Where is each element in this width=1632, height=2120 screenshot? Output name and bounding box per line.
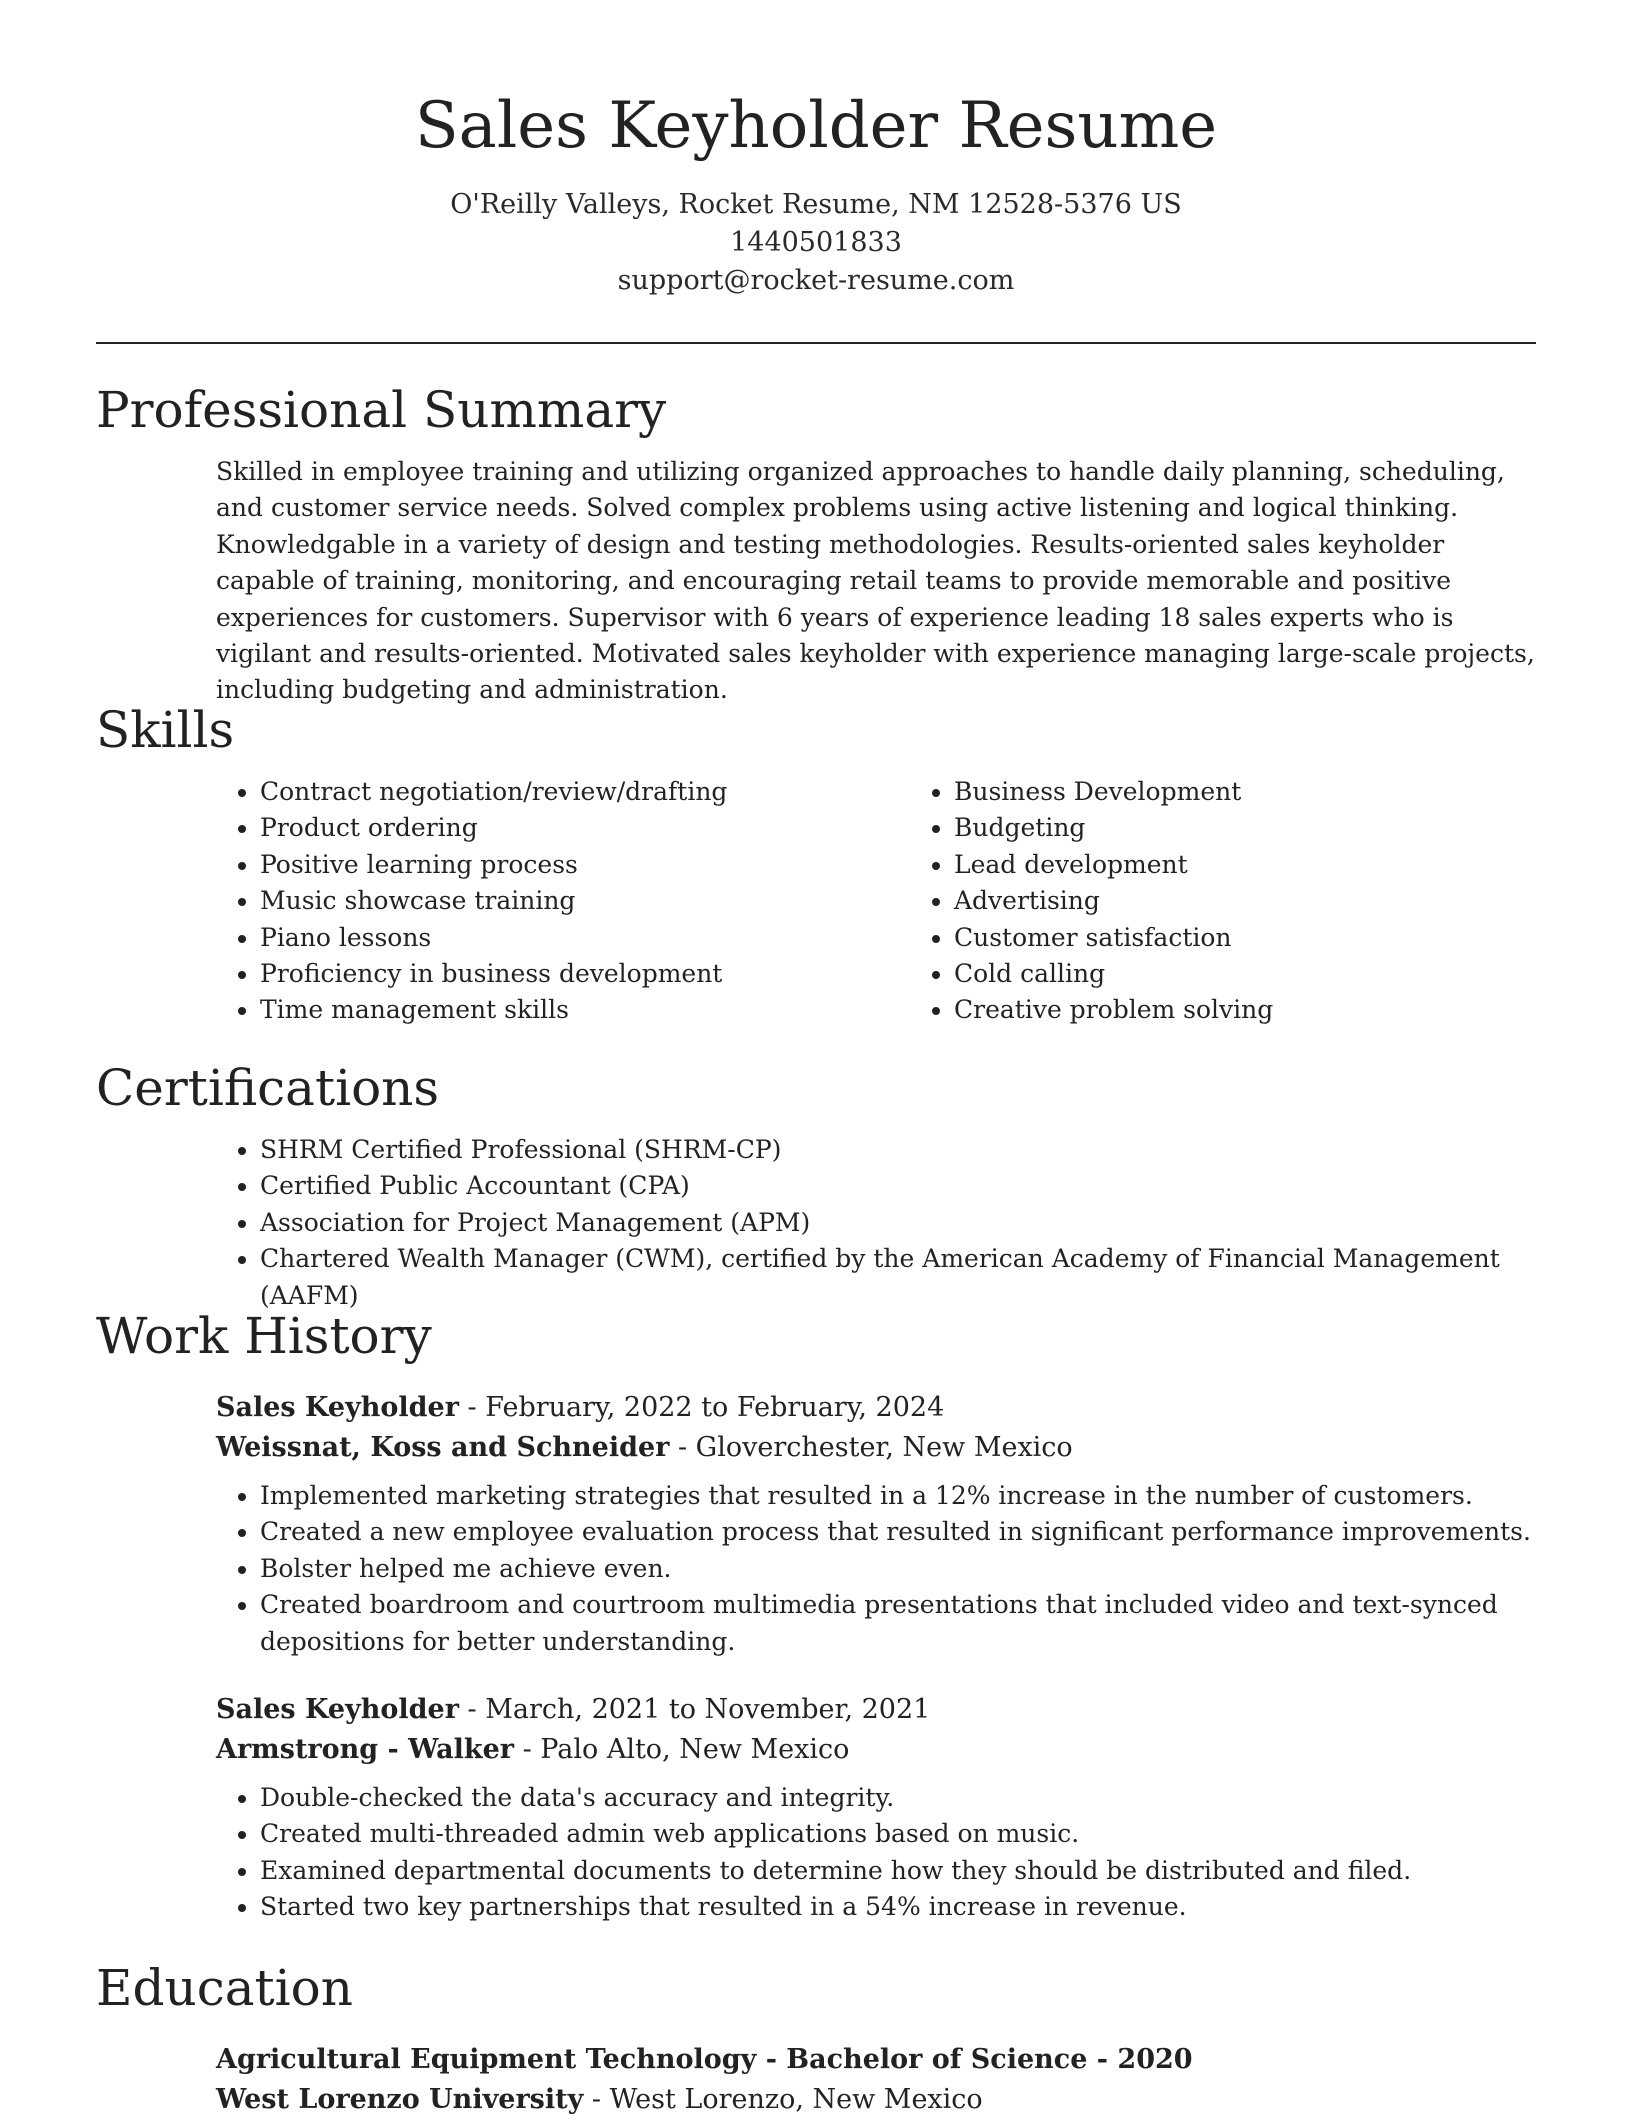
skills-columns (216, 774, 1536, 1029)
job-bullets (216, 1478, 1536, 1660)
education-heading: Education (96, 1959, 353, 2017)
list-item: • Double-checked the data's accuracy and integrity. (260, 1780, 1536, 1816)
list-item: • Budgeting (954, 810, 1604, 846)
education-school: West Lorenzo University (216, 2084, 584, 2115)
skills-section (96, 700, 1536, 1029)
job-company: Weissnat, Koss and Schneider (216, 1432, 670, 1463)
contact-address: O'Reilly Valleys, Rocket Resume, NM 12528-5376 US (450, 189, 1182, 220)
list-item: • Creative problem solving (954, 992, 1604, 1028)
list-item: • Advertising (954, 883, 1604, 919)
page-title: Sales Keyholder Resume (414, 89, 1218, 163)
education-school-line (216, 2080, 1536, 2120)
certifications-section (96, 1058, 1536, 1314)
job-entry (216, 1690, 1536, 1926)
skills-list-right (910, 774, 1604, 1029)
list-item: • Cold calling (954, 956, 1604, 992)
list-item: • Time management skills (260, 992, 910, 1028)
list-item: • Positive learning process (260, 847, 910, 883)
list-item: • Music showcase training (260, 883, 910, 919)
list-item: • Examined departmental documents to determine how they should be distributed and filed. (260, 1853, 1536, 1889)
certifications-heading: Certifications (96, 1059, 440, 1117)
resume-header (0, 0, 1632, 300)
skills-list-left (216, 774, 910, 1029)
contact-email: support@rocket-resume.com (617, 265, 1015, 296)
job-location: - Gloverchester, New Mexico (669, 1432, 1073, 1463)
summary-section (96, 380, 1536, 709)
job-bullets (216, 1780, 1536, 1926)
education-program: Agricultural Equipment Technology - Bachelor of Science - 2020 (216, 2044, 1193, 2075)
list-item: • Business Development (954, 774, 1604, 810)
summary-text: Skilled in employee training and utilizing organized approaches to handle daily planning, scheduling, and customer service needs. Solved complex problems using active listening and logical thinking. Knowledgable in a variety of design and testing methodologies. Results-oriented sales keyholder capable of training, monitoring, and encouraging retail teams to provide memorable and positive experiences for customers. Supervisor with 6 years of experience leading 18 sales experts who is vigilant and results-oriented. Motivated sales keyholder with experience managing large-scale projects, including budgeting and administration. (216, 457, 1535, 705)
education-section (96, 1958, 1536, 2120)
job-company-line (216, 1730, 1536, 1770)
job-company: Armstrong - Walker (216, 1734, 515, 1766)
job-title: Sales Keyholder (216, 1694, 459, 1726)
work-history-section (96, 1306, 1536, 1926)
list-item: • Created boardroom and courtroom multimedia presentations that included video and text-synced depositions for better understanding. (260, 1587, 1536, 1660)
list-item: • Proficiency in business development (260, 956, 910, 992)
work-history-heading: Work History (96, 1307, 432, 1365)
list-item: • Customer satisfaction (954, 920, 1604, 956)
list-item: • Created a new employee evaluation process that resulted in significant performance improvements. (260, 1514, 1536, 1550)
job-location: - Palo Alto, New Mexico (514, 1734, 850, 1766)
contact-phone: 1440501833 (730, 227, 902, 258)
list-item: • Piano lessons (260, 920, 910, 956)
job-title-line (216, 1690, 1536, 1730)
list-item: • Product ordering (260, 810, 910, 846)
list-item: • Bolster helped me achieve even. (260, 1551, 1536, 1587)
list-item: • Created multi-threaded admin web applications based on music. (260, 1816, 1536, 1852)
list-item: • SHRM Certified Professional (SHRM-CP) (260, 1132, 1536, 1168)
list-item: • Certified Public Accountant (CPA) (260, 1168, 1536, 1204)
job-company-line (216, 1428, 1536, 1468)
skills-heading: Skills (96, 701, 235, 759)
summary-heading: Professional Summary (96, 381, 667, 439)
job-title: Sales Keyholder (216, 1392, 459, 1423)
list-item: • Implemented marketing strategies that resulted in a 12% increase in the number of customers. (260, 1478, 1536, 1514)
list-item: • Contract negotiation/review/drafting (260, 774, 910, 810)
job-entry (216, 1388, 1536, 1660)
certifications-list (216, 1132, 1536, 1314)
contact-block (0, 186, 1632, 300)
job-dates: - February, 2022 to February, 2024 (458, 1392, 945, 1423)
header-divider (96, 342, 1536, 344)
education-location: - West Lorenzo, New Mexico (583, 2084, 983, 2115)
list-item: • Chartered Wealth Manager (CWM), certified by the American Academy of Financial Management (AAFM) (260, 1241, 1536, 1314)
job-dates: - March, 2021 to November, 2021 (458, 1694, 931, 1726)
list-item: • Association for Project Management (APM) (260, 1205, 1536, 1241)
list-item: • Started two key partnerships that resulted in a 54% increase in revenue. (260, 1889, 1536, 1925)
list-item: • Lead development (954, 847, 1604, 883)
job-title-line (216, 1388, 1536, 1428)
